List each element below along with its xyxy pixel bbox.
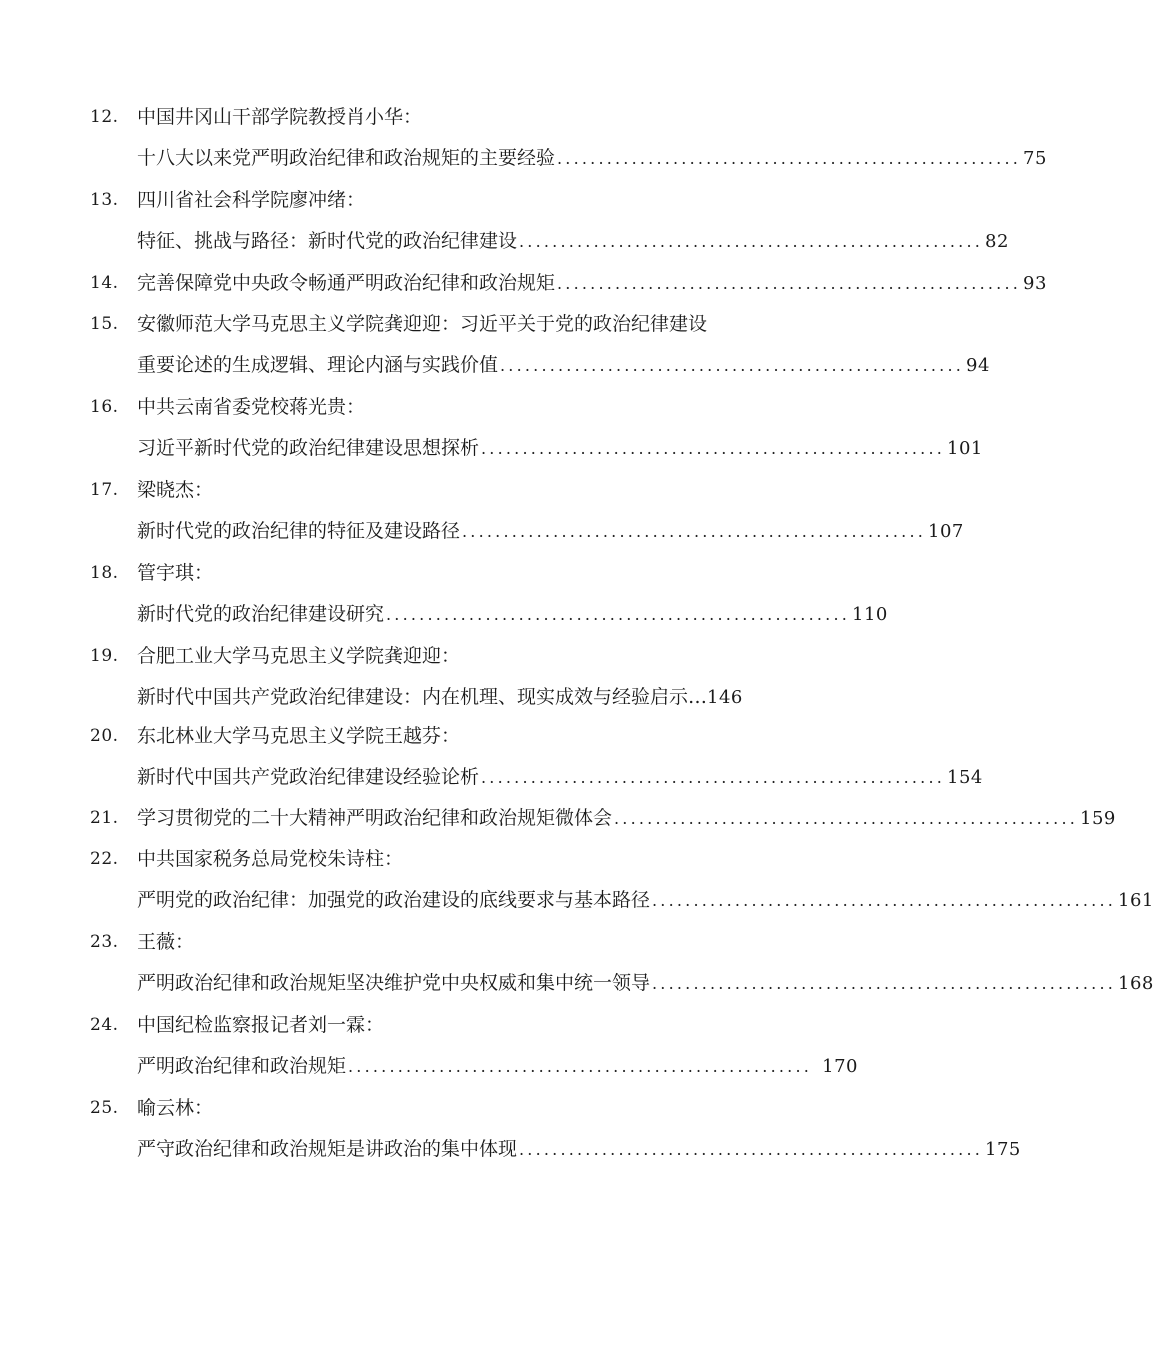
entry-number: 19.: [90, 646, 119, 666]
entry-number: 22.: [90, 849, 119, 869]
entry-number: 25.: [90, 1098, 119, 1118]
page-number: 110: [852, 604, 888, 625]
entry-author: 中国井冈山干部学院教授肖小华：: [137, 106, 423, 128]
toc-entry-title[interactable]: [137, 350, 990, 380]
entry-author: 梁晓杰：: [137, 479, 214, 501]
entry-author: 中共云南省委党校蒋光贵：: [137, 396, 366, 418]
entry-title: 严明政治纪律和政治规矩: [137, 1055, 347, 1077]
dot-leader: ........................................................: [481, 768, 946, 787]
dot-leader: ........................................................: [557, 149, 1022, 168]
entry-number: 20.: [90, 726, 119, 746]
page-number: 154: [947, 767, 983, 788]
toc-entry-title[interactable]: [137, 885, 1154, 915]
entry-title: 完善保障党中央政令畅通严明政治纪律和政治规矩: [137, 272, 556, 294]
entry-title: 十八大以来党严明政治纪律和政治规矩的主要经验: [137, 147, 556, 169]
entry-author: 中共国家税务总局党校朱诗柱：: [137, 848, 404, 870]
dot-leader: ........................................................: [557, 274, 1022, 293]
dot-leader: ........................................................: [462, 522, 927, 541]
page-number: 107: [928, 521, 964, 542]
toc-entry-title[interactable]: [137, 599, 888, 629]
dot-leader: ........................................................: [481, 439, 946, 458]
entry-author: 管宇琪：: [137, 562, 214, 584]
page-number: 161: [1118, 890, 1154, 911]
page-number: 175: [985, 1139, 1021, 1160]
entry-author: 喻云林：: [137, 1097, 214, 1119]
page-number: 75: [1023, 148, 1047, 169]
entry-number: 13.: [90, 190, 119, 210]
page-number: 101: [947, 438, 983, 459]
toc-entry-title[interactable]: [137, 268, 1047, 298]
page-number: 94: [966, 355, 990, 376]
entry-number: 18.: [90, 563, 119, 583]
entry-author: 中国纪检监察报记者刘一霖：: [137, 1014, 385, 1036]
toc-entry-title[interactable]: [137, 803, 1116, 833]
entry-number: 23.: [90, 932, 119, 952]
entry-number: 16.: [90, 397, 119, 417]
entry-title: 特征、挑战与路径：新时代党的政治纪律建设: [137, 230, 518, 252]
entry-number: 14.: [90, 273, 119, 293]
dot-leader: ........................................................: [519, 232, 984, 251]
entry-number: 12.: [90, 107, 119, 127]
entry-title: 新时代党的政治纪律建设研究: [137, 603, 385, 625]
dot-leader: ........................................................: [519, 1140, 984, 1159]
dot-leader: ........................................................: [386, 605, 851, 624]
toc-entry-title[interactable]: [137, 143, 1047, 173]
dot-leader: ........................................................: [500, 356, 965, 375]
page-number: 93: [1023, 273, 1047, 294]
toc-entry-title[interactable]: [137, 433, 983, 463]
toc-entry-title[interactable]: [137, 226, 1009, 256]
dot-leader: ........................................................: [652, 891, 1117, 910]
toc-entry-title[interactable]: [137, 516, 964, 546]
entry-title: 严明政治纪律和政治规矩坚决维护党中央权威和集中统一领导: [137, 972, 651, 994]
dot-leader: ........................................................: [348, 1057, 813, 1076]
entry-title: 严守政治纪律和政治规矩是讲政治的集中体现: [137, 1138, 518, 1160]
entry-title: 学习贯彻党的二十大精神严明政治纪律和政治规矩微体会: [137, 807, 613, 829]
toc-entry-title[interactable]: [137, 682, 858, 712]
entry-number: 17.: [90, 480, 119, 500]
page-number: 146: [707, 687, 743, 708]
entry-title: 新时代党的政治纪律的特征及建设路径: [137, 520, 461, 542]
entry-author: 东北林业大学马克思主义学院王越芬：: [137, 725, 461, 747]
entry-title: 新时代中国共产党政治纪律建设：内在机理、现实成效与经验启示…: [137, 686, 708, 708]
toc-entry-title[interactable]: [137, 968, 1154, 998]
toc-entry-title[interactable]: [137, 1134, 1021, 1164]
entry-author: 四川省社会科学院廖冲绪：: [137, 189, 366, 211]
entry-author: 合肥工业大学马克思主义学院龚迎迎：: [137, 645, 461, 667]
entry-number: 15.: [90, 314, 119, 334]
entry-number: 21.: [90, 808, 119, 828]
dot-leader: ........................................................: [652, 974, 1117, 993]
page-number: 159: [1080, 808, 1116, 829]
toc-entry-title[interactable]: [137, 1051, 858, 1081]
toc-entry-title[interactable]: [137, 762, 983, 792]
entry-number: 24.: [90, 1015, 119, 1035]
entry-title: 严明党的政治纪律：加强党的政治建设的底线要求与基本路径: [137, 889, 651, 911]
entry-author: 安徽师范大学马克思主义学院龚迎迎：习近平关于党的政治纪律建设: [137, 313, 708, 335]
page-number: 82: [985, 231, 1009, 252]
entry-author: 王薇：: [137, 931, 195, 953]
entry-title: 重要论述的生成逻辑、理论内涵与实践价值: [137, 354, 499, 376]
entry-title: 新时代中国共产党政治纪律建设经验论析: [137, 766, 480, 788]
dot-leader: ........................................................: [614, 809, 1079, 828]
page-number: 170: [822, 1056, 858, 1077]
page-number: 168: [1118, 973, 1154, 994]
entry-title: 习近平新时代党的政治纪律建设思想探析: [137, 437, 480, 459]
